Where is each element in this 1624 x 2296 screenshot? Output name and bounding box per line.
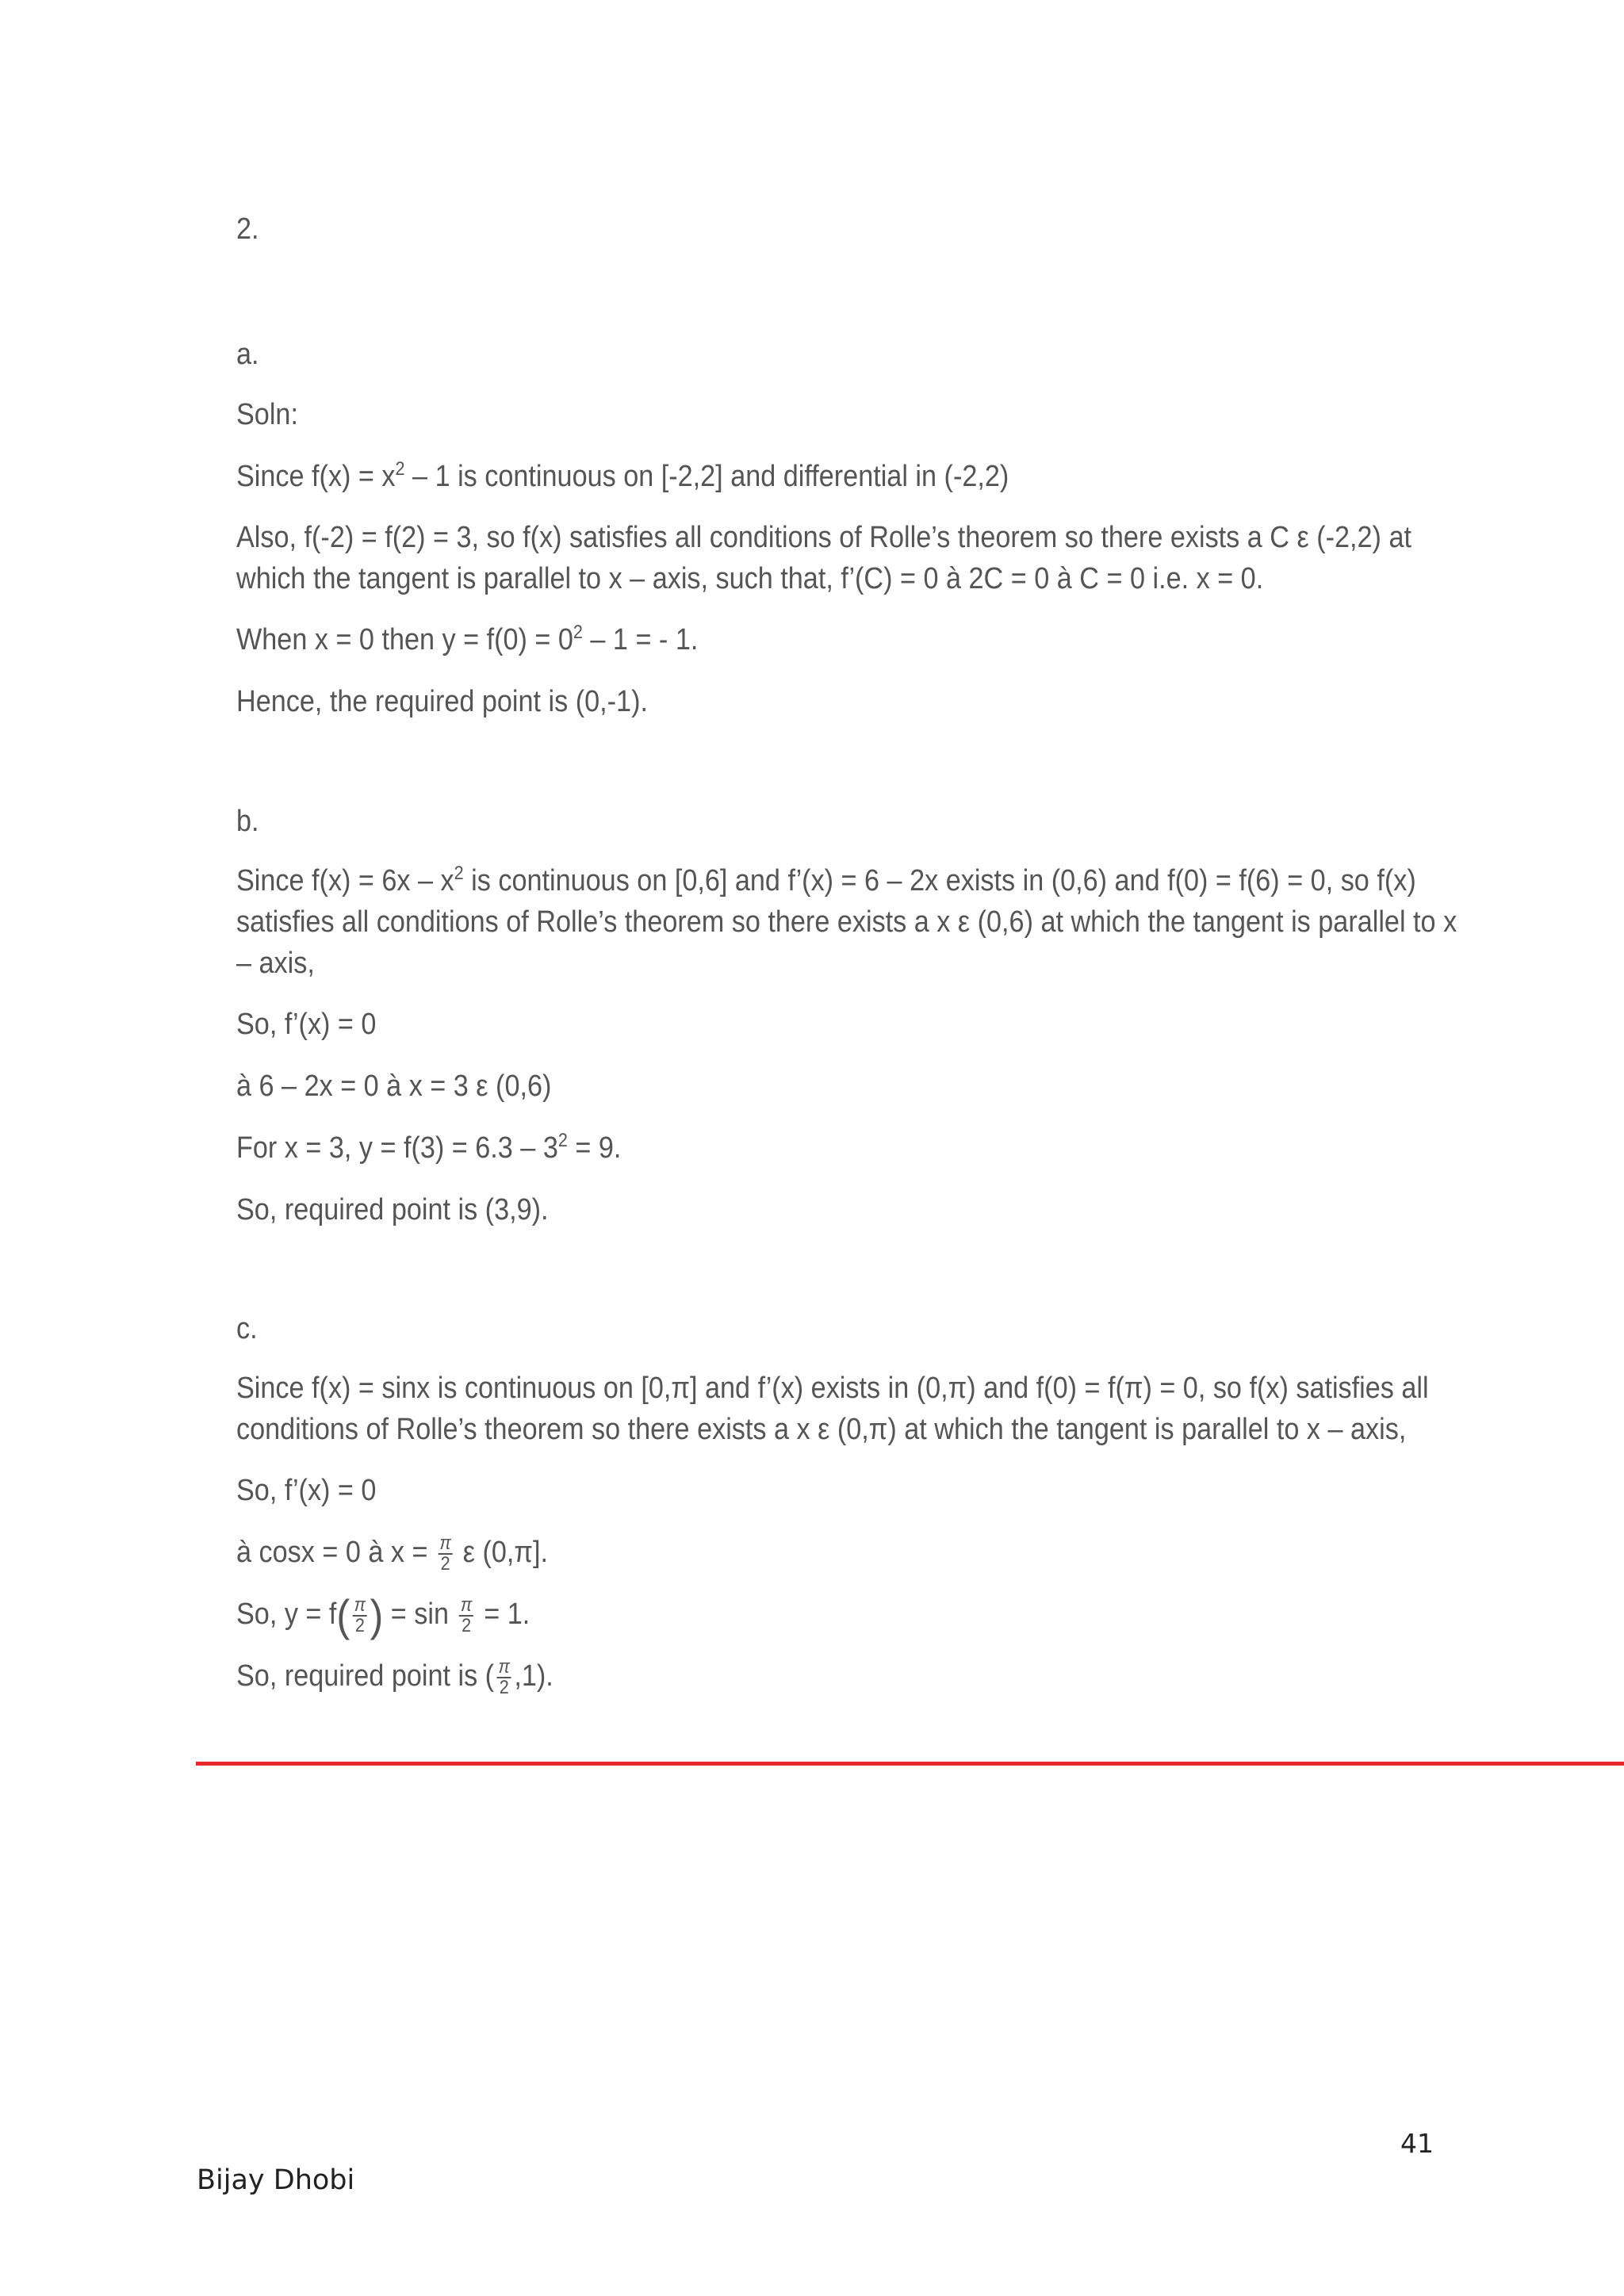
part-a-label: a. — [236, 338, 259, 371]
part-a-line-1: Since $f(x) = x^2 - 1$ is continuous on [-2,2] and differential in (-2,2) — [236, 458, 1009, 493]
part-b-label: b. — [236, 805, 259, 838]
part-c-line-1: Since f(x) = sinx is continuous on [0,π] and f’(x) exists in (0,π) and f(0) = f(π) = 0, so f(x) satisfies all conditions of Rolle’s theorem so there exists a x ε (0,π) at which the tangent is parallel to x – axis, — [236, 1372, 1429, 1446]
part-c-line-4: So, y = f( $\frac{\pi}{2}$ ) = sin $\frac{\pi}{2}$ = 1. — [236, 1590, 530, 1640]
pi-over-2-fraction: $\frac{\pi}{2}$ — [354, 1594, 366, 1636]
pi-over-2-fraction: $\frac{\pi}{2}$ — [460, 1594, 473, 1636]
page-number: 41 — [1400, 2128, 1434, 2159]
part-b-line-4: For x = 3, $y = f(3) = 6.3 - 3^2 = 9$. — [236, 1130, 622, 1165]
part-b-line-5: So, required point is (3,9). — [236, 1193, 549, 1226]
part-a-line-2: Also, f(-2) = f(2) = 3, so f(x) satisfies all conditions of Rolle’s theorem so there exists a C ε (-2,2) at which the tangent is parallel to x – axis, such that, f’(C) = 0 à 2C = 0 à C = 0 i.e. x = 0. — [236, 521, 1411, 595]
pi-over-2-fraction: $\frac{\pi}{2}$ — [439, 1532, 451, 1575]
part-b-line-1: Since $f(x) = 6x - x^2$ is continuous on [0,6] and f’(x) = 6 – 2x exists in (0,6) and f(0) = f(6) = 0, so f(x) satisfies all conditions of Rolle’s theorem so there exists a x ε (0,6) at which the tangent is parallel to x – axis, — [236, 863, 1457, 980]
question-number: 2. — [236, 212, 259, 246]
part-a-line-3: When x = 0 then $y = f(0) = 0^2 - 1$ = - 1. — [236, 622, 699, 656]
part-c-label: c. — [236, 1312, 258, 1345]
red-divider-line — [196, 1762, 1624, 1766]
part-c-line-2: So, f’(x) = 0 — [236, 1474, 377, 1507]
part-b-line-2: So, f’(x) = 0 — [236, 1008, 377, 1041]
part-b-line-3: à 6 – 2x = 0 à x = 3 ε (0,6) — [236, 1070, 552, 1103]
part-c-line-5: So, required point is ( $\frac{\pi}{2}$ ,1). — [236, 1655, 553, 1698]
part-a-line-4: Hence, the required point is (0,-1). — [236, 685, 648, 718]
part-c-line-3: à cosx = 0 à x = $\frac{\pi}{2}$ ε (0,π]. — [236, 1532, 548, 1575]
pi-over-2-fraction: $\frac{\pi}{2}$ — [498, 1655, 510, 1698]
part-a-soln-label: Soln: — [236, 398, 298, 431]
solution-content — [236, 208, 1464, 1697]
author-name: Bijay Dhobi — [197, 2164, 355, 2196]
